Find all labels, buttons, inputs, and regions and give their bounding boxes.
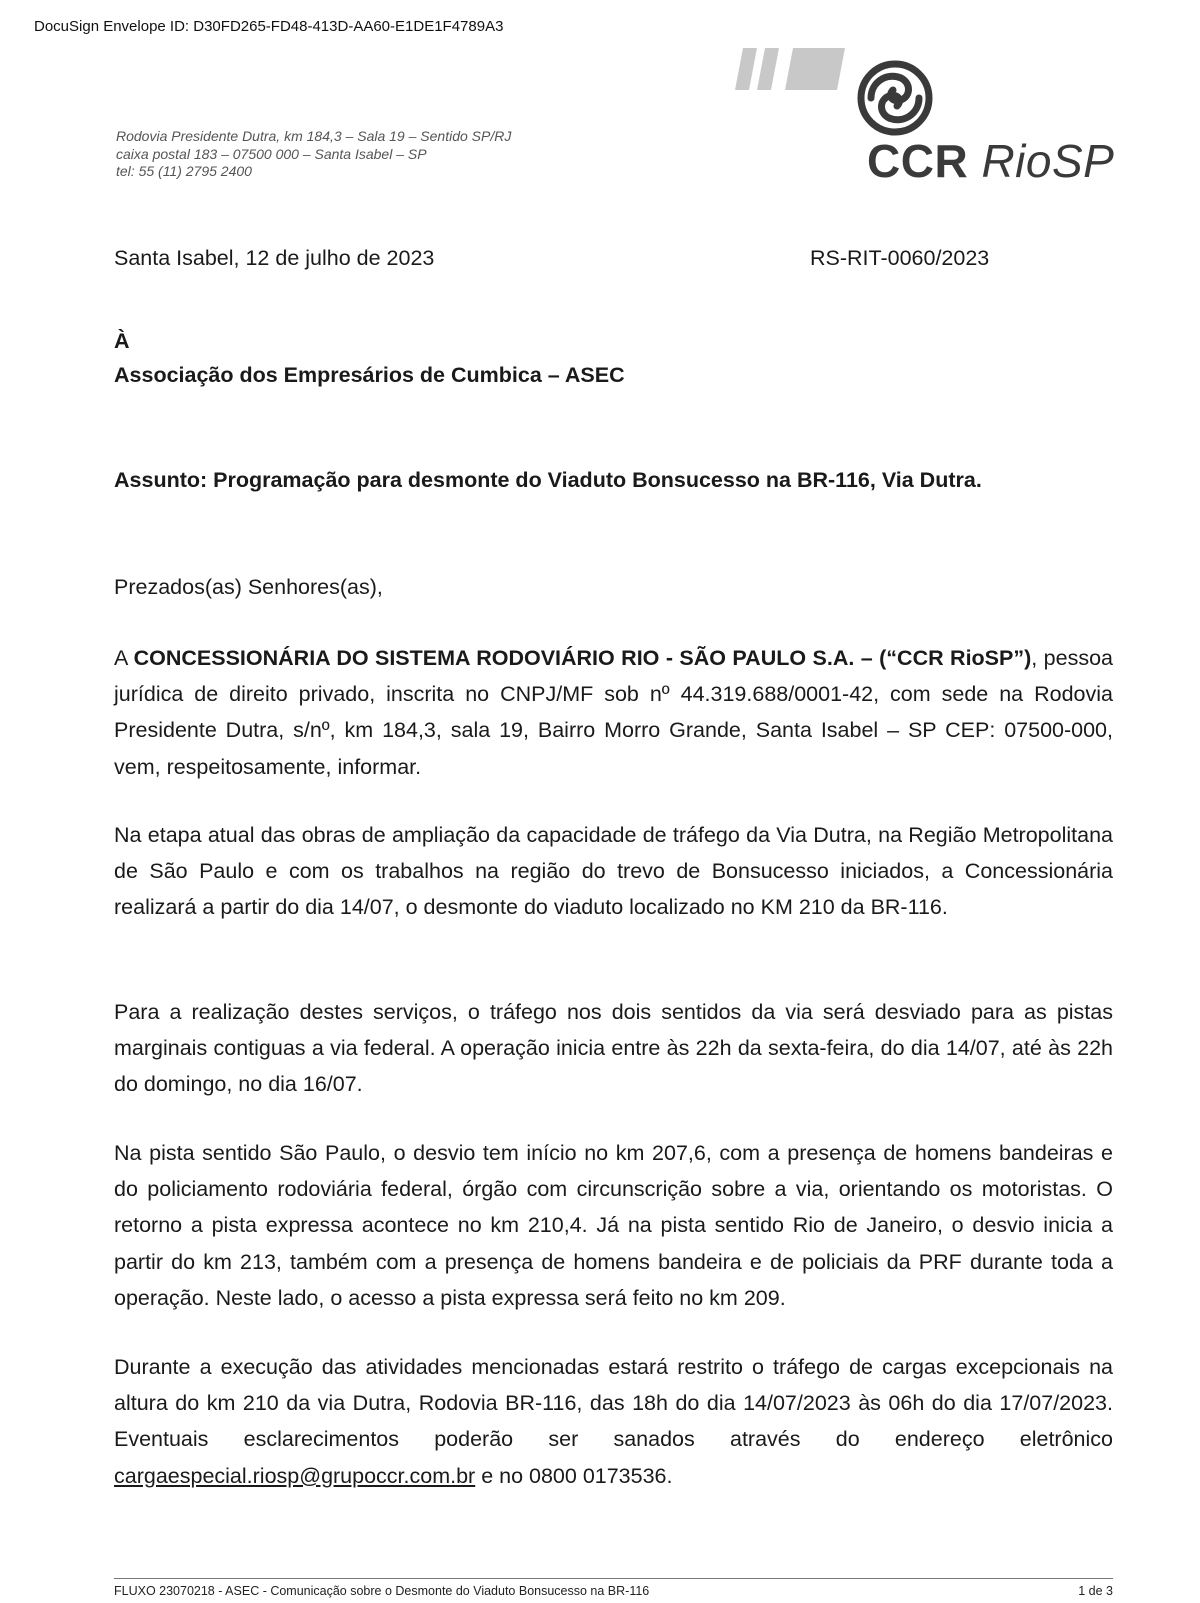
footer-flow-text: FLUXO 23070218 - ASEC - Comunicação sobre o Desmonte do Viaduto Bonsucesso na BR-116 — [114, 1584, 650, 1598]
place-date: Santa Isabel, 12 de julho de 2023 — [114, 246, 435, 270]
address-line: Rodovia Presidente Dutra, km 184,3 – Sala 19 – Sentido SP/RJ — [116, 128, 512, 144]
logo-wordmark: CCR RioSP — [867, 135, 1115, 187]
address-line: tel: 55 (11) 2795 2400 — [116, 163, 252, 179]
footer-divider — [114, 1578, 1113, 1579]
subject-line: Assunto: Programação para desmonte do Viaduto Bonsucesso na BR-116, Via Dutra. — [114, 468, 982, 492]
addressee-prefix: À — [114, 329, 130, 353]
contact-email-link[interactable]: cargaespecial.riosp@grupoccr.com.br — [114, 1463, 476, 1488]
company-name: CONCESSIONÁRIA DO SISTEMA RODOVIÁRIO RIO - SÃO PAULO S.A. – (“CCR RioSP”) — [133, 646, 1032, 670]
paragraph-5: Durante a execução das atividades mencionadas estará restrito o tráfego de cargas excepcionais na altura do km 210 da via Dutra, Rodovia BR-116, das 18h do dia 14/07/2023 às 06h do dia 17/07/2023. Eventuais esclarecimentos poderão ser sanados através do endereço eletrônico cargaespecial.riosp@grupoccr.com.br e no 0800 0173536. — [114, 1355, 1113, 1488]
document-reference: RS-RIT-0060/2023 — [810, 246, 990, 270]
paragraph-1: A CONCESSIONÁRIA DO SISTEMA RODOVIÁRIO RIO - SÃO PAULO S.A. – (“CCR RioSP”), pessoa jurídica de direito privado, inscrita no CNPJ/MF sob nº 44.319.688/0001-42, com sede na Rodovia Presidente Dutra, s/nº, km 184,3, sala 19, Bairro Morro Grande, Santa Isabel – SP CEP: 07500-000, vem, respeitosamente, informar. — [114, 646, 1114, 779]
addressee-name: Associação dos Empresários de Cumbica – ASEC — [114, 363, 625, 387]
paragraph-2: Na etapa atual das obras de ampliação da capacidade de tráfego da Via Dutra, na Região Metropolitana de São Paulo e com os trabalhos na região do trevo de Bonsucesso iniciados, a Concessionária realizará a partir do dia 14/07, o desmonte do viaduto localizado no KM 210 da BR-116. — [114, 823, 1113, 920]
address-line: caixa postal 183 – 07500 000 – Santa Isabel – SP — [116, 145, 427, 162]
company-logo — [735, 44, 1115, 194]
page-number: 1 de 3 — [1078, 1584, 1113, 1598]
letterhead-address — [116, 128, 511, 181]
salutation: Prezados(as) Senhores(as), — [114, 575, 383, 599]
envelope-id: DocuSign Envelope ID: D30FD265-FD48-413D-AA60-E1DE1F4789A3 — [34, 18, 504, 35]
logo-swirl-icon — [857, 60, 933, 136]
paragraph-3: Para a realização destes serviços, o tráfego nos dois sentidos da via será desviado para as pistas marginais contiguas a via federal. A operação inicia entre às 22h da sexta-feira, do dia 14/07, até às 22h do domingo, no dia 16/07. — [114, 1000, 1113, 1097]
paragraph-4: Na pista sentido São Paulo, o desvio tem início no km 207,6, com a presença de homens bandeiras e do policiamento rodoviária federal, órgão com circunscrição sobre a via, orientando os motoristas. O retorno a pista expressa acontece no km 210,4. Já na pista sentido Rio de Janeiro, o desvio inicia a partir do km 213, também com a presença de homens bandeira e de policiais da PRF durante toda a operação. Neste lado, o acesso a pista expressa será feito no km 209. — [114, 1141, 1113, 1310]
logo-stripes-graphic — [735, 44, 865, 94]
